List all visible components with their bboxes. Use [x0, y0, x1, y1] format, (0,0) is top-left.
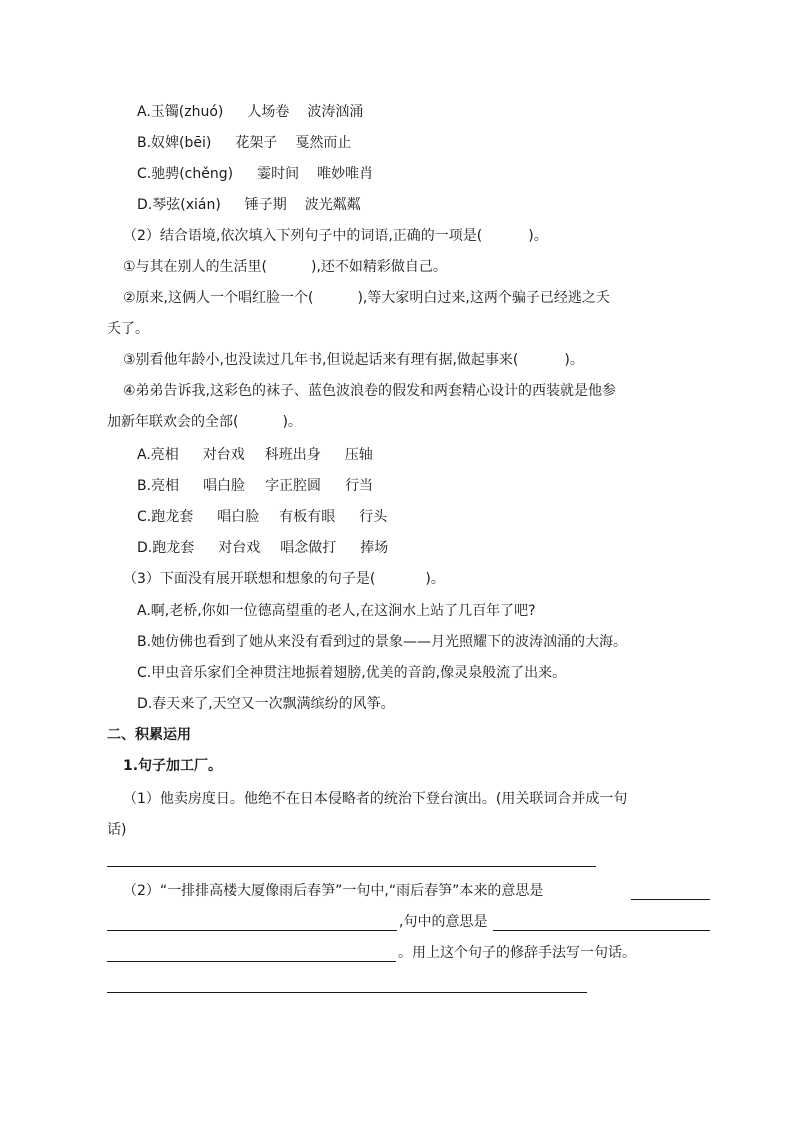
q2-option-b-3: 字正腔圆 [265, 478, 322, 494]
q2-option-a-4: 压轴 [344, 447, 373, 463]
q2-s3-end: )。 [564, 352, 584, 368]
q2-option-a-1: A.亮相 [137, 447, 179, 463]
q1-option-c-word3: 唯妙唯肖 [317, 166, 374, 182]
q2-option-b-2: 唱白脸 [203, 478, 246, 494]
item-1-part-2-end: 。用上这个句子的修辞手法写一句话。 [398, 945, 636, 961]
q1-option-b-word2: 花架子 [235, 135, 278, 151]
q1-option-b-word3: 戛然而止 [295, 135, 352, 151]
q1-option-d-word3: 波光粼粼 [304, 197, 361, 213]
q2-sentence-1 [123, 257, 447, 277]
q2-sentence-4-cont [107, 412, 302, 432]
section-2-title: 二、积累运用 [107, 727, 191, 743]
q1-option-b-label: B.奴婢(bēi) [137, 135, 212, 151]
q1-option-d-label: D.琴弦(xián) [137, 197, 221, 213]
q1-option-c-label: C.驰骋(chěng) [137, 166, 234, 182]
q1-option-a-word2: 人场卷 [247, 104, 290, 120]
q3-option-c: C.甲虫音乐家们全神贯注地振着翅膀,优美的音韵,像灵泉般流了出来。 [137, 665, 567, 681]
q2-s1-text: ①与其在别人的生活里( [123, 259, 268, 275]
q2-option-c-4: 行头 [359, 509, 388, 525]
item-1-title: 1.句子加工厂。 [123, 758, 223, 774]
answer-line-1[interactable] [107, 866, 596, 867]
q2-option-b [137, 476, 373, 496]
q2-option-d-2: 对台戏 [218, 540, 261, 556]
q2-option-c-2: 唱白脸 [217, 509, 260, 525]
q2-option-a [137, 445, 373, 465]
q2-sentence-4: ④弟弟告诉我,这彩色的袜子、蓝色波浪卷的假发和两套精心设计的西装就是他参 [123, 383, 616, 399]
q2-option-c [137, 507, 387, 527]
q2-option-c-3: 有板有眼 [279, 509, 336, 525]
q2-option-a-2: 对台戏 [202, 447, 245, 463]
q2-s2-end: ),等大家明白过来,这两个骗子已经逃之夭 [357, 290, 610, 306]
q2-s4-text: 加新年联欢会的全部( [107, 414, 239, 430]
q2-option-d-3: 唱念做打 [280, 540, 337, 556]
q3-stem [123, 569, 445, 589]
q3-option-d: D.春天来了,天空又一次飘满缤纷的风筝。 [137, 696, 395, 712]
answer-line-3[interactable] [107, 992, 587, 993]
q2-sentence-3 [123, 350, 584, 370]
item-1-part-2: （2）“一排排高楼大厦像雨后春笋”一句中,“雨后春笋”本来的意思是 [123, 883, 544, 899]
item-1-part-2-mid: ,句中的意思是 [399, 914, 488, 930]
q2-option-b-4: 行当 [345, 478, 374, 494]
q2-option-d [137, 538, 388, 558]
q1-option-c-word2: 霎时间 [257, 166, 300, 182]
q2-option-a-3: 科班出身 [264, 447, 321, 463]
q3-option-b: B.她仿佛也看到了她从来没有看到过的景象——月光照耀下的波涛汹涌的大海。 [137, 634, 628, 650]
q2-s1-end: ),还不如精彩做自己。 [311, 259, 447, 275]
q2-sentence-2 [123, 288, 610, 308]
q2-stem-end: )。 [528, 228, 548, 244]
q2-stem [123, 226, 548, 246]
q2-option-d-4: 捧场 [360, 540, 389, 556]
answer-line-2c[interactable] [493, 930, 710, 931]
q1-option-a-label: A.玉镯(zhuó) [137, 104, 224, 120]
q2-s2-text: ②原来,这俩人一个唱红脸一个( [123, 290, 314, 306]
q2-stem-text: （2）结合语境,依次填入下列句子中的词语,正确的一项是( [123, 228, 483, 244]
answer-line-2a[interactable] [631, 899, 710, 900]
q1-option-b [137, 133, 351, 153]
q3-stem-end: )。 [425, 571, 445, 587]
q3-stem-text: （3）下面没有展开联想和想象的句子是( [123, 571, 376, 587]
item-1-part-1-cont: 话) [107, 822, 127, 838]
q1-option-a [137, 102, 363, 122]
answer-line-2d[interactable] [107, 961, 396, 962]
q2-sentence-2-cont: 夭了。 [107, 321, 149, 337]
q1-option-c [137, 164, 373, 184]
q2-option-d-1: D.跑龙套 [137, 540, 195, 556]
item-1-part-1: （1）他卖房度日。他绝不在日本侵略者的统治下登台演出。(用关联词合并成一句 [123, 791, 628, 807]
q1-option-d-word2: 锤子期 [244, 197, 287, 213]
q2-option-b-1: B.亮相 [137, 478, 180, 494]
answer-line-2b[interactable] [107, 930, 397, 931]
q1-option-d [137, 195, 361, 215]
q2-s4-end: )。 [282, 414, 302, 430]
q2-s3-text: ③别看他年龄小,也没读过几年书,但说起话来有理有据,做起事来( [123, 352, 519, 368]
q2-option-c-1: C.跑龙套 [137, 509, 194, 525]
q3-option-a: A.啊,老桥,你如一位德高望重的老人,在这涧水上站了几百年了吧? [137, 603, 536, 619]
q1-option-a-word3: 波涛汹涌 [307, 104, 364, 120]
